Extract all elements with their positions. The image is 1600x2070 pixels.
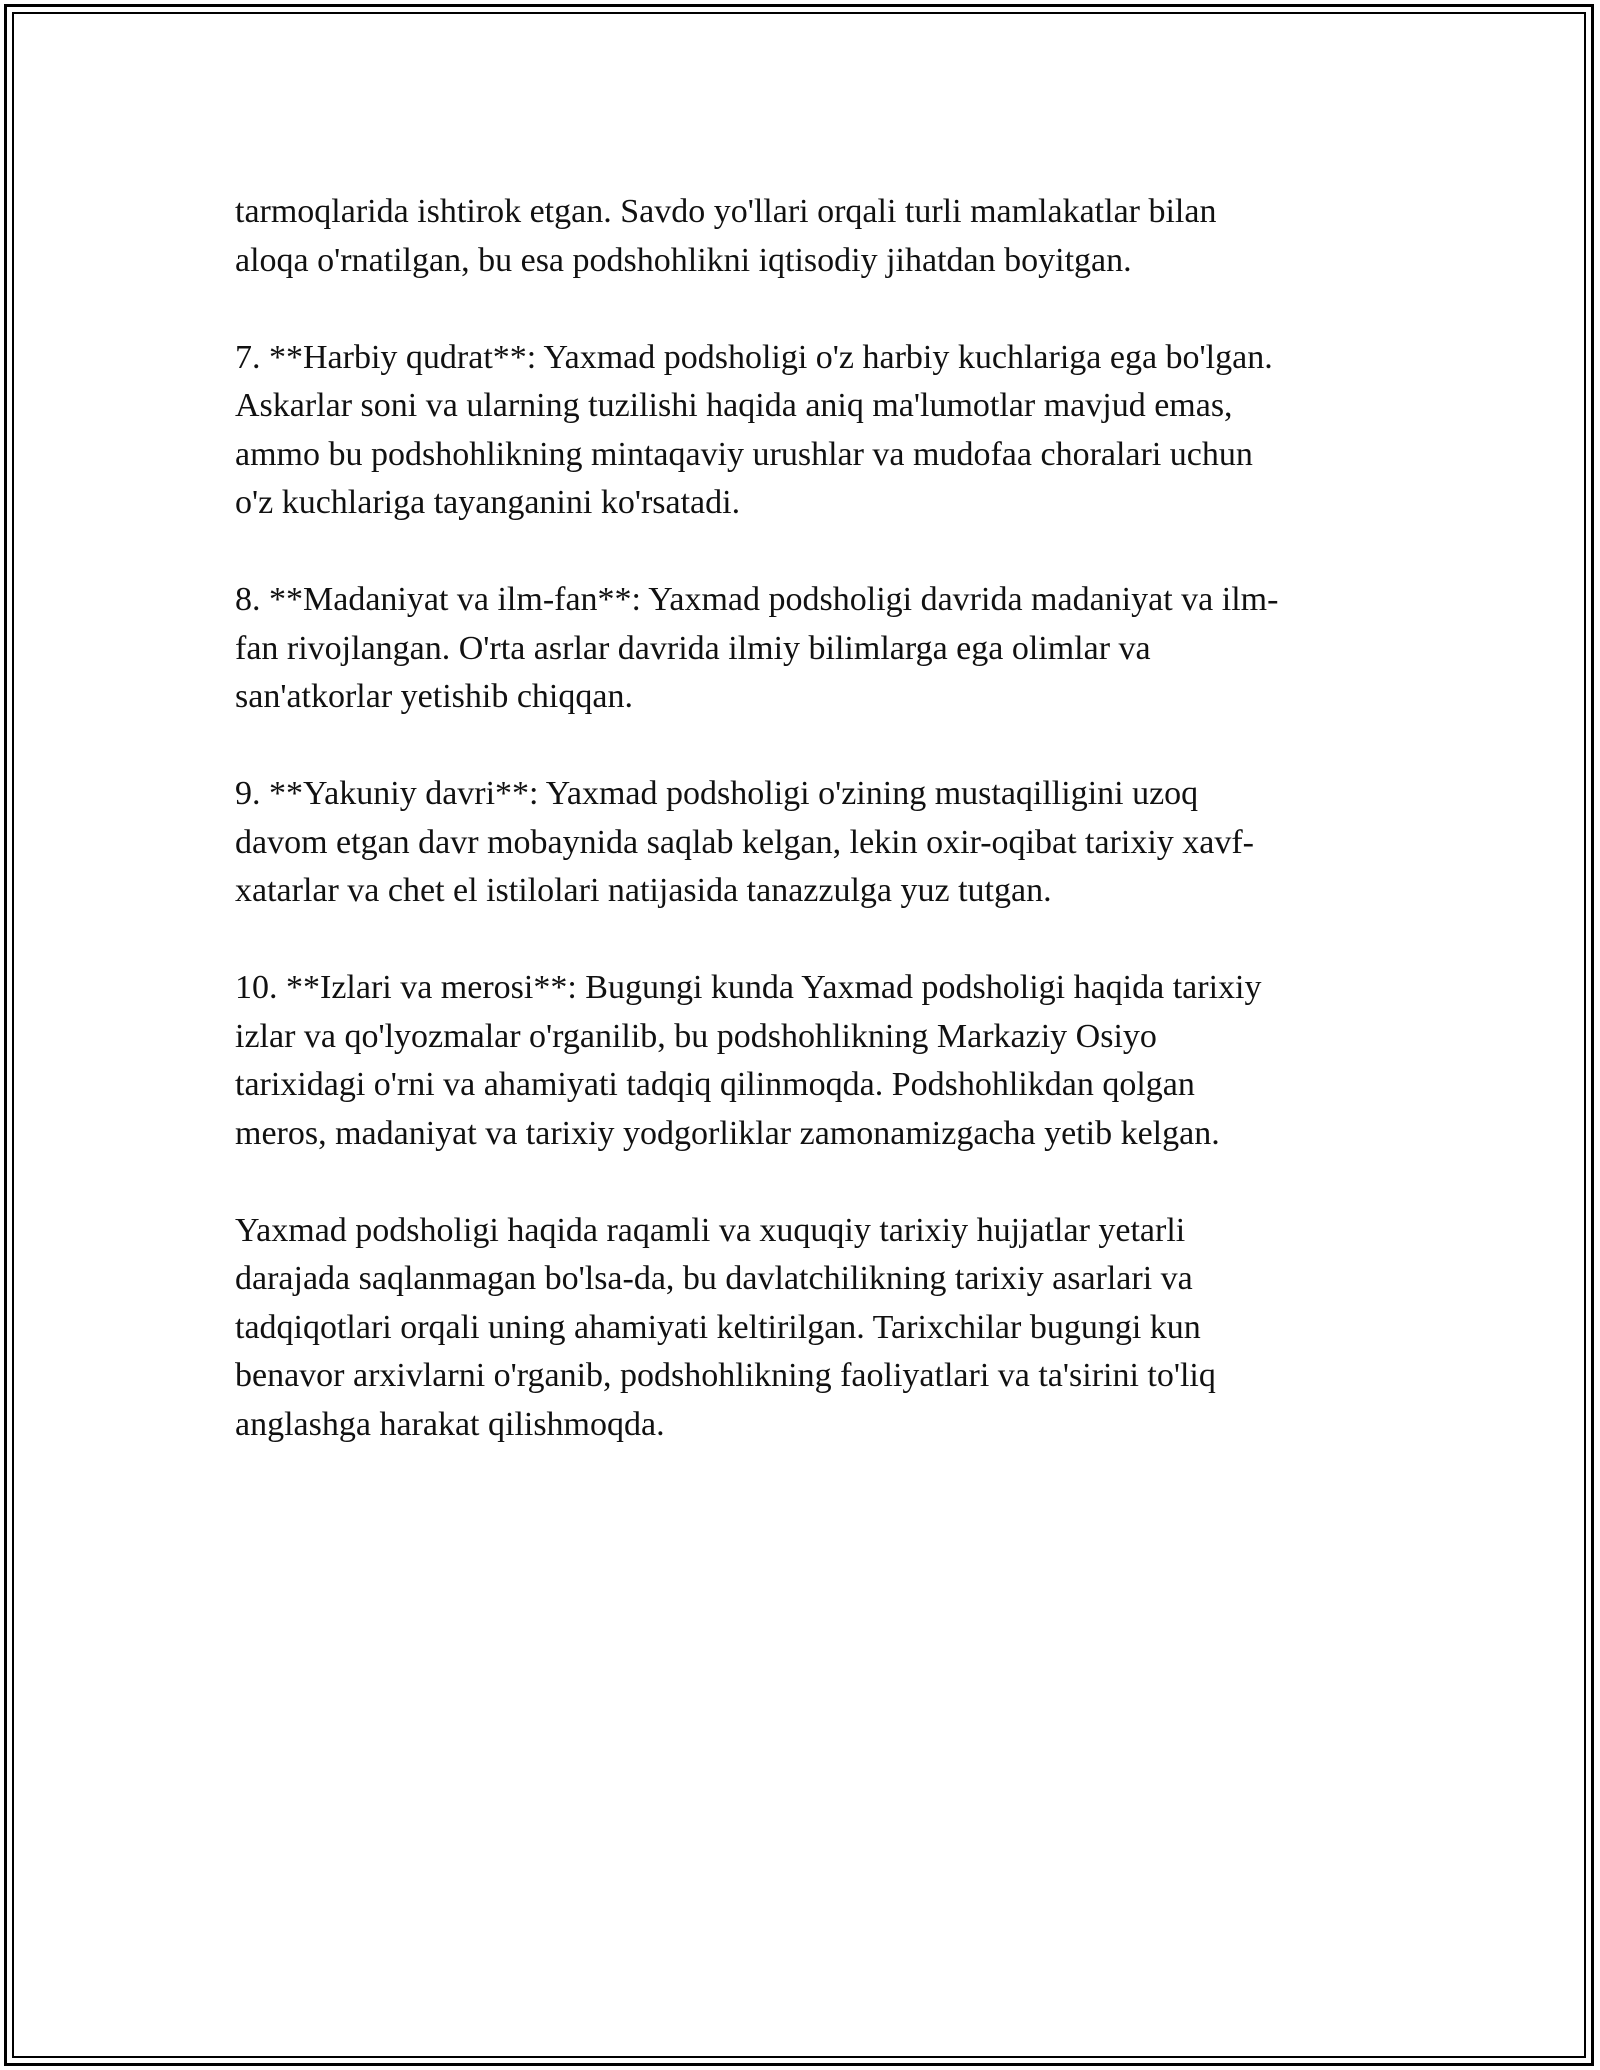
text-line: benavor arxivlarni o'rganib, podshohlikning faoliyatlari va ta'sirini to'liq (235, 1357, 1216, 1394)
text-line: tadqiqotlari orqali uning ahamiyati keltirilgan. Tarixchilar bugungi kun (235, 1308, 1201, 1346)
text-line: tarixidagi o'rni va ahamiyati tadqiq qilinmoqda. Podshohlikdan qolgan (235, 1066, 1195, 1103)
paragraph-conclusion (235, 1207, 1395, 1450)
text-line: 7. **Harbiy qudrat**: Yaxmad podsholigi o'z harbiy kuchlariga ega bo'lgan. (235, 338, 1273, 376)
text-line: izlar va qo'lyozmalar o'rganilib, bu podshohlikning Markaziy Osiyo (235, 1017, 1157, 1055)
paragraph-culture-science (235, 576, 1395, 722)
text-line: o'z kuchlariga tayanganini ko'rsatadi. (235, 484, 741, 521)
paragraph-trade-continuation (235, 188, 1395, 285)
paragraph-military-power (235, 334, 1395, 528)
text-line: darajada saqlanmagan bo'lsa-da, bu davlatchilikning tarixiy asarlari va (235, 1260, 1193, 1297)
document-body (235, 188, 1395, 1498)
text-line: Yaxmad podsholigi haqida raqamli va xuquqiy tarixiy hujjatlar yetarli (235, 1211, 1186, 1249)
text-line: aloqa o'rnatilgan, bu esa podshohlikni iqtisodiy jihatdan boyitgan. (235, 241, 1132, 279)
text-line: ammo bu podshohlikning mintaqaviy urushlar va mudofaa choralari uchun (235, 435, 1253, 473)
text-line: 10. **Izlari va merosi**: Bugungi kunda Yaxmad podsholigi haqida tarixiy (235, 969, 1262, 1006)
text-line: xatarlar va chet el istilolari natijasida tanazzulga yuz tutgan. (235, 872, 1052, 909)
text-line: Askarlar soni va ularning tuzilishi haqida aniq ma'lumotlar mavjud emas, (235, 387, 1233, 424)
text-line: tarmoqlarida ishtirok etgan. Savdo yo'llari orqali turli mamlakatlar bilan (235, 193, 1217, 230)
text-line: san'atkorlar yetishib chiqqan. (235, 678, 633, 715)
paragraph-final-period (235, 770, 1395, 916)
text-line: fan rivojlangan. O'rta asrlar davrida ilmiy bilimlarga ega olimlar va (235, 629, 1151, 667)
text-line: 8. **Madaniyat va ilm-fan**: Yaxmad podsholigi davrida madaniyat va ilm- (235, 581, 1279, 618)
text-line: davom etgan davr mobaynida saqlab kelgan, lekin oxir-oqibat tarixiy xavf- (235, 823, 1255, 861)
paragraph-traces-legacy (235, 964, 1395, 1158)
text-line: meros, madaniyat va tarixiy yodgorliklar zamonamizgacha yetib kelgan. (235, 1114, 1220, 1152)
text-line: 9. **Yakuniy davri**: Yaxmad podsholigi o'zining mustaqilligini uzoq (235, 775, 1199, 812)
text-line: anglashga harakat qilishmoqda. (235, 1405, 665, 1443)
